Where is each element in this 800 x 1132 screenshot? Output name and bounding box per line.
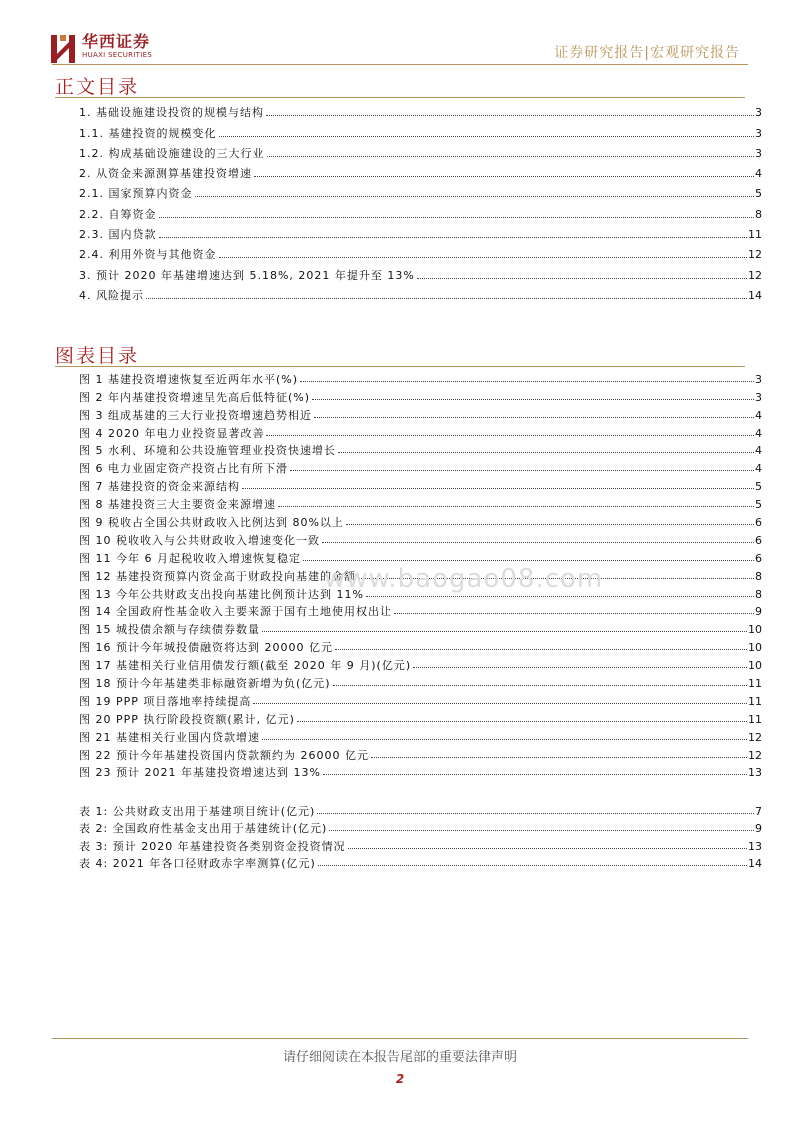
dot-leader [219, 257, 748, 258]
table-list [79, 800, 762, 870]
figure-entry-page: 4 [755, 462, 762, 476]
figures-divider [55, 366, 745, 367]
toc-entry-page: 5 [755, 187, 762, 201]
figure-entry-label: 图 18 预计今年基建类非标融资新增为负(亿元) [79, 677, 331, 691]
figure-entry-page: 4 [755, 444, 762, 458]
figure-entry-page: 11 [748, 694, 762, 708]
figure-entry-page: 8 [755, 569, 762, 583]
toc-entry-label: 4. 风险提示 [79, 288, 144, 302]
figure-entry[interactable] [79, 726, 762, 744]
figure-entry[interactable] [79, 475, 762, 493]
table-entry-page: 9 [755, 822, 762, 835]
figure-entry[interactable] [79, 529, 762, 547]
toc-entry-label: 2.1. 国家预算内资金 [79, 187, 193, 201]
figure-entry-label: 图 1 基建投资增速恢复至近两年水平(%) [79, 372, 299, 386]
figure-entry[interactable] [79, 457, 762, 475]
dot-leader [346, 524, 754, 525]
dot-leader [317, 813, 754, 814]
dot-leader [266, 115, 754, 116]
figure-entry[interactable] [79, 690, 762, 708]
dot-leader [278, 506, 754, 507]
dot-leader [195, 196, 755, 197]
dot-leader [290, 470, 754, 471]
toc-entry[interactable] [79, 161, 762, 181]
figure-entry[interactable] [79, 744, 762, 762]
dot-leader [338, 452, 754, 453]
figure-entry-label: 图 21 基建相关行业国内贷款增速 [79, 730, 260, 744]
table-entry-label: 表 1: 公共财政支出用于基建项目统计(亿元) [79, 804, 316, 818]
huaxi-logo-icon [50, 34, 76, 64]
figure-entry-page: 6 [755, 516, 762, 530]
figure-entry-label: 图 12 基建投资预算内资金高于财政投向基建的金额 [79, 569, 356, 583]
figure-entry-label: 图 11 今年 6 月起税收收入增速恢复稳定 [79, 551, 301, 565]
toc-entry-page: 3 [755, 126, 762, 140]
toc-entry-label: 1.1. 基建投资的规模变化 [79, 126, 217, 140]
dot-leader [322, 542, 754, 543]
figure-entry[interactable] [79, 547, 762, 565]
dot-leader [303, 560, 754, 561]
dot-leader [318, 865, 747, 866]
figure-entry-page: 4 [755, 426, 762, 440]
figure-entry[interactable] [79, 511, 762, 529]
logo-name-en: HUAXI SECURITIES [82, 51, 153, 59]
figure-entry-label: 图 2 年内基建投资增速呈先高后低特征(%) [79, 390, 311, 404]
figure-entry-page: 11 [748, 712, 762, 726]
page-number: 2 [395, 1072, 405, 1086]
figure-entry-label: 图 7 基建投资的资金来源结构 [79, 480, 240, 494]
dot-leader [333, 685, 747, 686]
figure-entry[interactable] [79, 368, 762, 386]
figure-entry-page: 12 [748, 730, 762, 744]
figure-entry-page: 10 [748, 659, 762, 673]
figure-entry-label: 图 17 基建相关行业信用债发行额(截至 2020 年 9 月)(亿元) [79, 659, 412, 673]
figure-entry[interactable] [79, 654, 762, 672]
legal-notice: 请仔细阅读在本报告尾部的重要法律声明 [282, 1050, 517, 1065]
figure-entry-label: 图 16 预计今年城投债融资将达到 20000 亿元 [79, 641, 333, 655]
toc-entry[interactable] [79, 283, 762, 303]
dot-leader [314, 417, 754, 418]
toc-entry[interactable] [79, 141, 762, 161]
table-entry-page: 14 [748, 857, 762, 870]
toc-entry-label: 2.4. 利用外资与其他资金 [79, 248, 217, 262]
toc-entry-label: 3. 预计 2020 年基建增速达到 5.18%, 2021 年提升至 13% [79, 268, 415, 282]
dot-leader [413, 667, 747, 668]
dot-leader [267, 156, 755, 157]
figure-entry-page: 10 [748, 641, 762, 655]
figure-entry[interactable] [79, 618, 762, 636]
dot-leader [297, 721, 747, 722]
figure-entry[interactable] [79, 636, 762, 654]
dot-leader [253, 703, 747, 704]
figure-entry-label: 图 19 PPP 项目落地率持续提高 [79, 694, 252, 708]
figure-entry-page: 3 [755, 372, 762, 386]
toc-entry-label: 2.2. 自筹资金 [79, 207, 157, 221]
table-entry[interactable] [79, 818, 762, 836]
table-entry-page: 7 [755, 804, 762, 818]
toc-entry[interactable] [79, 242, 762, 262]
toc-entry-page: 3 [755, 146, 762, 160]
dot-leader [329, 830, 754, 831]
toc-entry-page: 8 [755, 207, 762, 221]
dot-leader [146, 298, 747, 299]
figures-title: 图表目录 [55, 345, 140, 367]
toc-entry[interactable] [79, 222, 762, 242]
dot-leader [254, 176, 754, 177]
figure-entry-page: 9 [755, 605, 762, 619]
toc-title: 正文目录 [55, 76, 140, 98]
toc-entry-page: 12 [748, 268, 762, 282]
figure-entry-label: 图 4 2020 年电力业投资显著改善 [79, 426, 265, 440]
dot-leader [159, 237, 748, 238]
dot-leader [366, 596, 754, 597]
header-divider [52, 64, 748, 65]
company-logo [50, 34, 152, 64]
footer-divider [52, 1038, 748, 1039]
table-entry-label: 表 2: 全国政府性基金支出用于基建统计(亿元) [79, 822, 328, 835]
figure-entry-page: 5 [755, 498, 762, 512]
toc-entry-page: 4 [755, 167, 762, 181]
figure-entry-label: 图 15 城投债余额与存续债券数量 [79, 623, 260, 637]
toc-entry[interactable] [79, 100, 762, 120]
figure-entry-label: 图 20 PPP 执行阶段投资额(累计, 亿元) [79, 712, 295, 726]
toc-entry[interactable] [79, 262, 762, 282]
table-entry[interactable] [79, 835, 762, 853]
watermark: www.baogao08.com [324, 564, 604, 594]
dot-leader [323, 774, 747, 775]
figure-entry-page: 11 [748, 677, 762, 691]
toc-entry-label: 1. 基础设施建设投资的规模与结构 [79, 106, 264, 120]
figure-entry[interactable] [79, 386, 762, 404]
dot-leader [394, 613, 754, 614]
figure-entry-label: 图 8 基建投资三大主要资金来源增速 [79, 498, 276, 512]
dot-leader [335, 649, 747, 650]
dot-leader [262, 739, 747, 740]
toc-entry-page: 11 [748, 228, 762, 242]
toc-entry[interactable] [79, 201, 762, 221]
toc-entry-label: 2. 从资金来源测算基建投资增速 [79, 167, 252, 181]
dot-leader [219, 136, 755, 137]
toc-entry-page: 12 [748, 248, 762, 262]
figure-entry[interactable] [79, 404, 762, 422]
figure-entry-label: 图 6 电力业固定资产投资占比有所下滑 [79, 462, 288, 476]
figure-entry-label: 图 5 水利、环境和公共设施管理业投资快速增长 [79, 444, 336, 458]
table-of-contents [79, 100, 762, 303]
report-category: 证券研究报告|宏观研究报告 [554, 45, 740, 61]
figure-entry[interactable] [79, 672, 762, 690]
table-entry[interactable] [79, 800, 762, 818]
figure-entry-label: 图 22 预计今年基建投资国内贷款额约为 26000 亿元 [79, 748, 369, 762]
figure-entry-label: 图 13 今年公共财政支出投向基建比例预计达到 11% [79, 587, 364, 601]
figure-entry-page: 3 [755, 390, 762, 404]
dot-leader [159, 217, 755, 218]
table-entry-label: 表 3: 预计 2020 年基建投资各类别资金投资情况 [79, 839, 346, 853]
figure-entry[interactable] [79, 422, 762, 440]
figure-entry-page: 6 [755, 551, 762, 565]
table-entry[interactable] [79, 853, 762, 871]
dot-leader [417, 278, 747, 279]
figure-entry-label: 图 9 税收占全国公共财政收入比例达到 80%以上 [79, 516, 344, 530]
dot-leader [371, 757, 747, 758]
figure-entry-page: 5 [755, 480, 762, 494]
table-entry-page: 13 [748, 839, 762, 853]
dot-leader [262, 631, 747, 632]
dot-leader [312, 399, 754, 400]
table-entry-label: 表 4: 2021 年各口径财政赤字率测算(亿元) [79, 857, 316, 870]
toc-entry-label: 1.2. 构成基础设施建设的三大行业 [79, 146, 265, 160]
figure-entry[interactable] [79, 440, 762, 458]
figure-entry-page: 4 [755, 408, 762, 422]
toc-divider [55, 97, 745, 98]
figure-entry-page: 10 [748, 623, 762, 637]
figure-entry-label: 图 3 组成基建的三大行业投资增速趋势相近 [79, 408, 312, 422]
figure-entry-page: 6 [755, 533, 762, 547]
figure-entry-label: 图 23 预计 2021 年基建投资增速达到 13% [79, 766, 321, 780]
dot-leader [266, 435, 754, 436]
dot-leader [300, 381, 754, 382]
figure-entry[interactable] [79, 493, 762, 511]
figure-entry-page: 8 [755, 587, 762, 601]
toc-entry-page: 14 [748, 288, 762, 302]
toc-entry-page: 3 [755, 106, 762, 120]
toc-entry-label: 2.3. 国内贷款 [79, 228, 157, 242]
toc-entry[interactable] [79, 181, 762, 201]
figure-entry-label: 图 10 税收收入与公共财政收入增速变化一致 [79, 533, 320, 547]
dot-leader [242, 488, 754, 489]
toc-entry[interactable] [79, 120, 762, 140]
figure-entry[interactable] [79, 601, 762, 619]
logo-name-cn: 华西证券 [82, 32, 151, 51]
figure-entry-page: 12 [748, 748, 762, 762]
page-header [0, 0, 800, 72]
figure-entry[interactable] [79, 762, 762, 780]
dot-leader [348, 848, 747, 849]
figure-entry[interactable] [79, 708, 762, 726]
figure-entry-page: 13 [748, 766, 762, 780]
figure-entry-label: 图 14 全国政府性基金收入主要来源于国有土地使用权出让 [79, 605, 392, 619]
